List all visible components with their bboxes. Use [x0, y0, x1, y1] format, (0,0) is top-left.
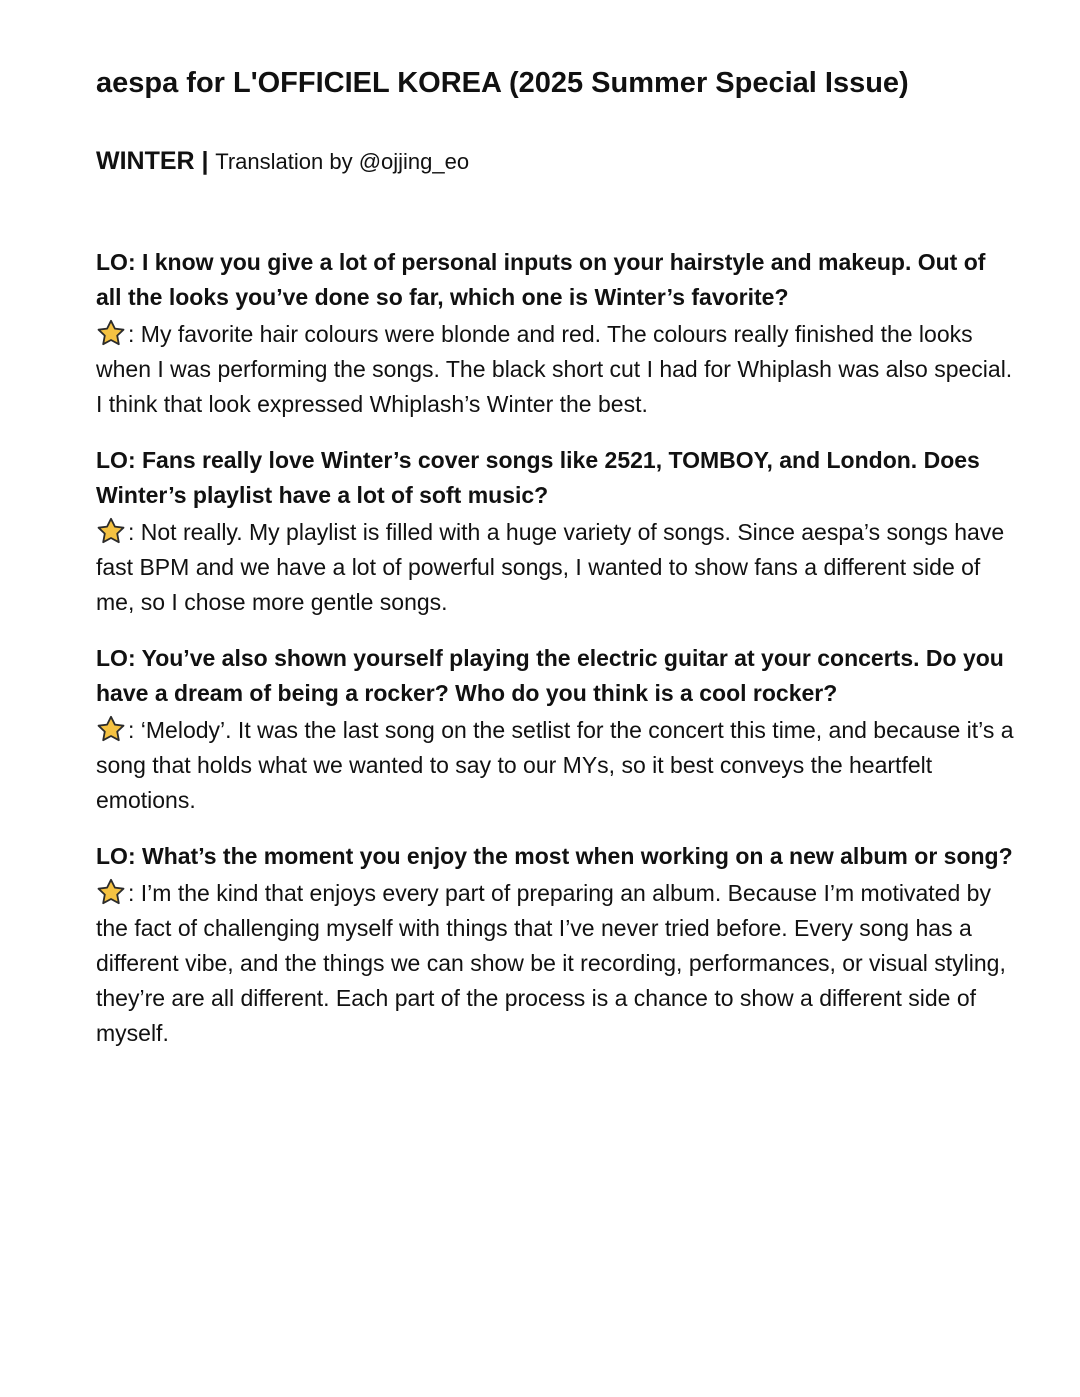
- answer-text: [96, 315, 1016, 422]
- answer-text: [96, 874, 1016, 1051]
- answer-body: : My favorite hair colours were blonde and red. The colours really finished the looks when I was performing the songs. The black short cut I had for Whiplash was also special. I think that look expressed Whiplash’s Winter the best.: [96, 321, 1013, 417]
- answer-text: [96, 513, 1016, 620]
- qa-item: [96, 839, 1016, 1051]
- question-text: LO: I know you give a lot of personal inputs on your hairstyle and makeup. Out of all the looks you’ve done so far, which one is Winter’s favorite?: [96, 249, 986, 310]
- qa-list: [96, 245, 1016, 1051]
- question-text: LO: You’ve also shown yourself playing the electric guitar at your concerts. Do you have a dream of being a rocker? Who do you think is a cool rocker?: [96, 645, 1004, 706]
- star-icon: [96, 878, 126, 906]
- document-page: [96, 62, 1016, 1072]
- byline: [96, 144, 1016, 179]
- question-text: LO: Fans really love Winter’s cover songs like 2521, TOMBOY, and London. Does Winter’s playlist have a lot of soft music?: [96, 447, 980, 508]
- answer-body: : I’m the kind that enjoys every part of preparing an album. Because I’m motivated by the fact of challenging myself with things that I’ve never tried before. Every song has a different vibe, and the things we can show be it recording, performances, or visual styling, they’re are all different. Each part of the process is a chance to show a different side of myself.: [96, 880, 1006, 1046]
- answer-text: [96, 711, 1016, 818]
- member-name: WINTER |: [96, 147, 209, 175]
- qa-item: [96, 641, 1016, 818]
- question-text: LO: What’s the moment you enjoy the most when working on a new album or song?: [96, 843, 1013, 869]
- answer-body: : Not really. My playlist is filled with a huge variety of songs. Since aespa’s songs have fast BPM and we have a lot of powerful songs, I wanted to show fans a different side of me, so I chose more gentle songs.: [96, 519, 1005, 615]
- qa-item: [96, 245, 1016, 422]
- document-title: aespa for L'OFFICIEL KOREA (2025 Summer Special Issue): [96, 67, 909, 99]
- star-icon: [96, 517, 126, 545]
- translation-credit: Translation by @ojjing_eo: [215, 149, 470, 174]
- answer-body: : ‘Melody’. It was the last song on the setlist for the concert this time, and because it’s a song that holds what we wanted to say to our MYs, so it best conveys the heartfelt emotions.: [96, 717, 1014, 813]
- star-icon: [96, 715, 126, 743]
- star-icon: [96, 319, 126, 347]
- qa-item: [96, 443, 1016, 620]
